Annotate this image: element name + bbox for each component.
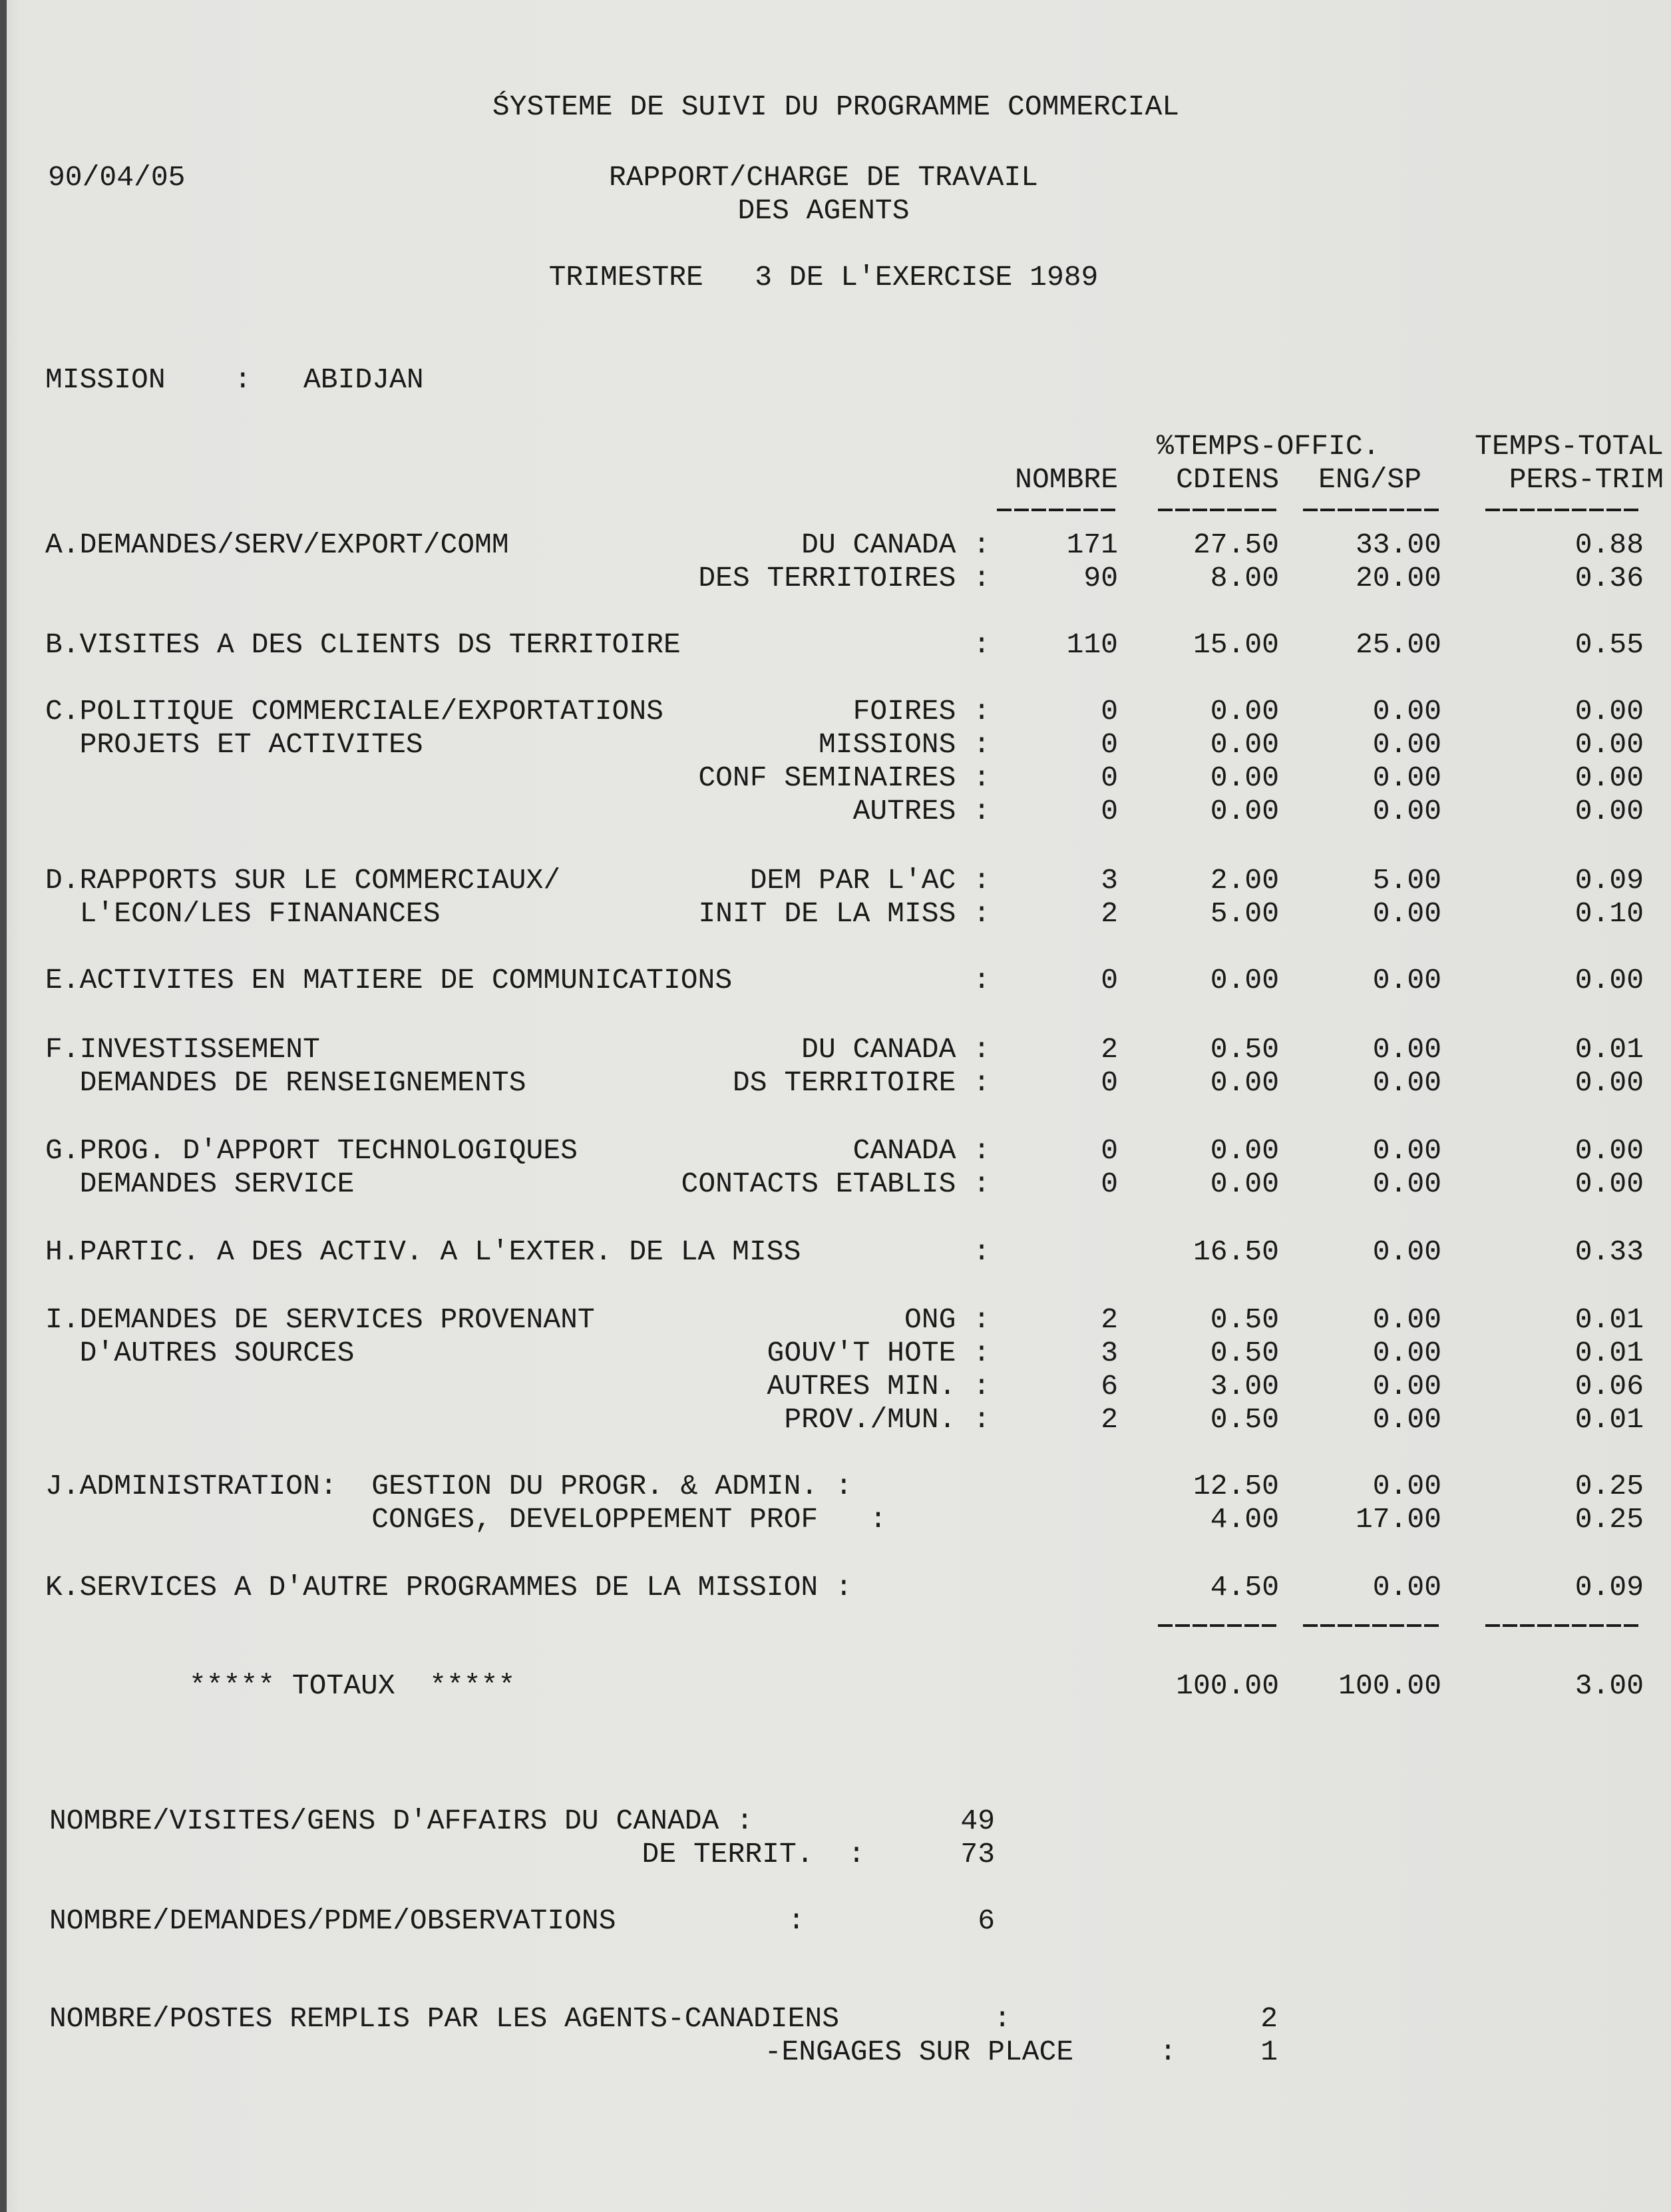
- row-cdiens: 8.00: [1210, 562, 1279, 594]
- row-category: G.PROG. D'APPORT TECHNOLOGIQUES: [45, 1134, 578, 1167]
- row-subcategory: :: [973, 628, 990, 661]
- row-cdiens: 12.50: [1193, 1470, 1279, 1502]
- row-eng-sp: 0.00: [1372, 1066, 1441, 1099]
- row-cdiens: 0.00: [1210, 1168, 1279, 1200]
- row-nombre: 0: [1101, 762, 1118, 794]
- row-eng-sp: 17.00: [1355, 1503, 1441, 1536]
- row-subcategory: CONTACTS ETABLIS :: [681, 1168, 990, 1200]
- row-eng-sp: 0.00: [1372, 1403, 1441, 1436]
- row-nombre: 2: [1101, 1033, 1118, 1066]
- mission-value: ABIDJAN: [303, 363, 424, 396]
- postes-engages-label: -ENGAGES SUR PLACE :: [764, 2036, 1177, 2068]
- row-category: J.ADMINISTRATION: GESTION DU PROGR. & ADMIN. :: [45, 1470, 852, 1502]
- row-category: PROJETS ET ACTIVITES: [45, 728, 423, 761]
- row-pers-trim: 0.00: [1575, 762, 1644, 794]
- col-underline-nombre: [997, 509, 1117, 511]
- visits-territ-value: 73: [960, 1838, 995, 1871]
- row-category: F.INVESTISSEMENT: [45, 1033, 320, 1066]
- row-subcategory: ONG :: [904, 1303, 990, 1336]
- row-nombre: 90: [1083, 562, 1118, 594]
- row-pers-trim: 0.88: [1575, 529, 1644, 561]
- row-subcategory: PROV./MUN. :: [784, 1403, 990, 1436]
- row-pers-trim: 0.10: [1575, 897, 1644, 930]
- visits-canada-label: NOMBRE/VISITES/GENS D'AFFAIRS DU CANADA :: [49, 1805, 753, 1837]
- row-nombre: 0: [1101, 728, 1118, 761]
- row-cdiens: 0.50: [1210, 1033, 1279, 1066]
- row-pers-trim: 0.01: [1575, 1337, 1644, 1369]
- row-cdiens: 4.50: [1210, 1571, 1279, 1604]
- row-cdiens: 27.50: [1193, 529, 1279, 561]
- row-eng-sp: 0.00: [1372, 1337, 1441, 1369]
- row-cdiens: 0.00: [1210, 695, 1279, 728]
- row-pers-trim: 0.00: [1575, 795, 1644, 827]
- row-eng-sp: 0.00: [1372, 728, 1441, 761]
- row-category: DEMANDES DE RENSEIGNEMENTS: [45, 1066, 526, 1099]
- row-eng-sp: 0.00: [1372, 1033, 1441, 1066]
- row-category: K.SERVICES A D'AUTRE PROGRAMMES DE LA MISSION :: [45, 1571, 852, 1604]
- totals-eng: 100.00: [1338, 1669, 1441, 1702]
- row-pers-trim: 0.06: [1575, 1370, 1644, 1403]
- row-category: I.DEMANDES DE SERVICES PROVENANT: [45, 1303, 595, 1336]
- visits-territ-label: DE TERRIT. :: [642, 1838, 865, 1871]
- row-cdiens: 3.00: [1210, 1370, 1279, 1403]
- row-nombre: 2: [1101, 897, 1118, 930]
- row-category: A.DEMANDES/SERV/EXPORT/COMM: [45, 529, 509, 561]
- mission-label: MISSION :: [45, 363, 252, 396]
- row-eng-sp: 0.00: [1372, 897, 1441, 930]
- row-subcategory: :: [973, 1235, 990, 1268]
- row-eng-sp: 0.00: [1372, 1571, 1441, 1604]
- row-nombre: 110: [1066, 628, 1118, 661]
- row-pers-trim: 0.00: [1575, 695, 1644, 728]
- system-title: ŚYSTEME DE SUIVI DU PROGRAMME COMMERCIAL: [492, 91, 1180, 123]
- row-subcategory: DS TERRITOIRE :: [732, 1066, 990, 1099]
- row-subcategory: CANADA :: [852, 1134, 990, 1167]
- row-pers-trim: 0.09: [1575, 864, 1644, 897]
- row-category: CONGES, DEVELOPPEMENT PROF :: [45, 1503, 887, 1536]
- row-cdiens: 2.00: [1210, 864, 1279, 897]
- row-pers-trim: 0.25: [1575, 1503, 1644, 1536]
- totals-underline-eng: [1303, 1624, 1441, 1627]
- row-pers-trim: 0.09: [1575, 1571, 1644, 1604]
- row-eng-sp: 0.00: [1372, 964, 1441, 996]
- row-pers-trim: 0.00: [1575, 1066, 1644, 1099]
- visits-canada-value: 49: [960, 1805, 995, 1837]
- row-nombre: 3: [1101, 864, 1118, 897]
- row-category: D.RAPPORTS SUR LE COMMERCIAUX/: [45, 864, 561, 897]
- row-subcategory: CONF SEMINAIRES :: [698, 762, 990, 794]
- row-category: D'AUTRES SOURCES: [45, 1337, 355, 1369]
- report-date: 90/04/05: [48, 161, 186, 194]
- row-cdiens: 0.00: [1210, 1066, 1279, 1099]
- row-cdiens: 0.00: [1210, 1134, 1279, 1167]
- row-eng-sp: 0.00: [1372, 762, 1441, 794]
- row-eng-sp: 33.00: [1355, 529, 1441, 561]
- row-eng-sp: 20.00: [1355, 562, 1441, 594]
- totals-label: ***** TOTAUX *****: [189, 1669, 516, 1702]
- row-nombre: 0: [1101, 695, 1118, 728]
- pdme-value: 6: [978, 1904, 995, 1937]
- row-subcategory: MISSIONS :: [818, 728, 990, 761]
- row-nombre: 0: [1101, 1134, 1118, 1167]
- row-eng-sp: 0.00: [1372, 1168, 1441, 1200]
- row-category: E.ACTIVITES EN MATIERE DE COMMUNICATIONS: [45, 964, 733, 996]
- row-eng-sp: 0.00: [1372, 795, 1441, 827]
- row-pers-trim: 0.36: [1575, 562, 1644, 594]
- row-category: H.PARTIC. A DES ACTIV. A L'EXTER. DE LA MISS: [45, 1235, 801, 1268]
- postes-engages-value: 1: [1260, 2036, 1278, 2068]
- row-category: L'ECON/LES FINANANCES: [45, 897, 441, 930]
- row-subcategory: INIT DE LA MISS :: [698, 897, 990, 930]
- row-cdiens: 0.00: [1210, 795, 1279, 827]
- row-nombre: 0: [1101, 795, 1118, 827]
- col-underline-pers: [1485, 509, 1641, 511]
- col-header-eng-sp: ENG/SP: [1318, 463, 1421, 496]
- row-pers-trim: 0.01: [1575, 1403, 1644, 1436]
- quarter-line: TRIMESTRE 3 DE L'EXERCISE 1989: [548, 261, 1099, 294]
- row-pers-trim: 0.25: [1575, 1470, 1644, 1502]
- row-pers-trim: 0.55: [1575, 628, 1644, 661]
- col-header-nombre: NOMBRE: [1015, 463, 1118, 496]
- row-nombre: 0: [1101, 964, 1118, 996]
- row-nombre: 0: [1101, 1066, 1118, 1099]
- row-subcategory: DU CANADA :: [801, 529, 990, 561]
- report-title-line-1: RAPPORT/CHARGE DE TRAVAIL: [608, 161, 1039, 194]
- row-cdiens: 15.00: [1193, 628, 1279, 661]
- scan-edge: [0, 0, 7, 2212]
- row-pers-trim: 0.01: [1575, 1303, 1644, 1336]
- totals-pers: 3.00: [1575, 1669, 1644, 1702]
- col-header-temps-total: TEMPS-TOTAL: [1475, 430, 1664, 463]
- totals-underline-cdiens: [1158, 1624, 1278, 1627]
- col-header-temps-offic: %TEMPS-OFFIC.: [1157, 430, 1380, 463]
- row-cdiens: 0.50: [1210, 1337, 1279, 1369]
- row-nombre: 171: [1066, 529, 1118, 561]
- row-eng-sp: 0.00: [1372, 1235, 1441, 1268]
- row-pers-trim: 0.00: [1575, 1168, 1644, 1200]
- row-subcategory: FOIRES :: [852, 695, 990, 728]
- col-underline-eng: [1303, 509, 1441, 511]
- col-underline-cdiens: [1158, 509, 1278, 511]
- row-subcategory: GOUV'T HOTE :: [767, 1337, 990, 1369]
- report-title-line-2: DES AGENTS: [737, 194, 910, 227]
- row-nombre: 3: [1101, 1337, 1118, 1369]
- row-pers-trim: 0.00: [1575, 1134, 1644, 1167]
- row-eng-sp: 25.00: [1355, 628, 1441, 661]
- row-subcategory: DEM PAR L'AC :: [749, 864, 990, 897]
- row-eng-sp: 0.00: [1372, 1470, 1441, 1502]
- row-eng-sp: 0.00: [1372, 1134, 1441, 1167]
- row-eng-sp: 0.00: [1372, 1370, 1441, 1403]
- row-nombre: 6: [1101, 1370, 1118, 1403]
- row-subcategory: :: [973, 964, 990, 996]
- row-subcategory: AUTRES MIN. :: [767, 1370, 990, 1403]
- row-nombre: 0: [1101, 1168, 1118, 1200]
- row-eng-sp: 0.00: [1372, 695, 1441, 728]
- row-category: C.POLITIQUE COMMERCIALE/EXPORTATIONS: [45, 695, 663, 728]
- row-pers-trim: 0.00: [1575, 964, 1644, 996]
- row-nombre: 2: [1101, 1303, 1118, 1336]
- row-eng-sp: 0.00: [1372, 1303, 1441, 1336]
- row-cdiens: 0.50: [1210, 1403, 1279, 1436]
- col-header-pers-trim: PERS-TRIM: [1509, 463, 1664, 496]
- postes-canadiens-label: NOMBRE/POSTES REMPLIS PAR LES AGENTS-CANADIENS :: [49, 2002, 1012, 2035]
- col-header-cdiens: CDIENS: [1176, 463, 1279, 496]
- row-category: B.VISITES A DES CLIENTS DS TERRITOIRE: [45, 628, 681, 661]
- row-cdiens: 5.00: [1210, 897, 1279, 930]
- row-cdiens: 0.50: [1210, 1303, 1279, 1336]
- row-cdiens: 4.00: [1210, 1503, 1279, 1536]
- row-cdiens: 16.50: [1193, 1235, 1279, 1268]
- row-nombre: 2: [1101, 1403, 1118, 1436]
- pdme-label: NOMBRE/DEMANDES/PDME/OBSERVATIONS :: [49, 1904, 805, 1937]
- postes-canadiens-value: 2: [1260, 2002, 1278, 2035]
- row-pers-trim: 0.00: [1575, 728, 1644, 761]
- row-cdiens: 0.00: [1210, 762, 1279, 794]
- row-cdiens: 0.00: [1210, 964, 1279, 996]
- row-subcategory: DU CANADA :: [801, 1033, 990, 1066]
- row-subcategory: AUTRES :: [852, 795, 990, 827]
- totals-underline-pers: [1485, 1624, 1641, 1627]
- totals-cdiens: 100.00: [1176, 1669, 1279, 1702]
- row-category: DEMANDES SERVICE: [45, 1168, 355, 1200]
- row-pers-trim: 0.33: [1575, 1235, 1644, 1268]
- row-subcategory: DES TERRITOIRES :: [698, 562, 990, 594]
- row-eng-sp: 5.00: [1372, 864, 1441, 897]
- row-cdiens: 0.00: [1210, 728, 1279, 761]
- row-pers-trim: 0.01: [1575, 1033, 1644, 1066]
